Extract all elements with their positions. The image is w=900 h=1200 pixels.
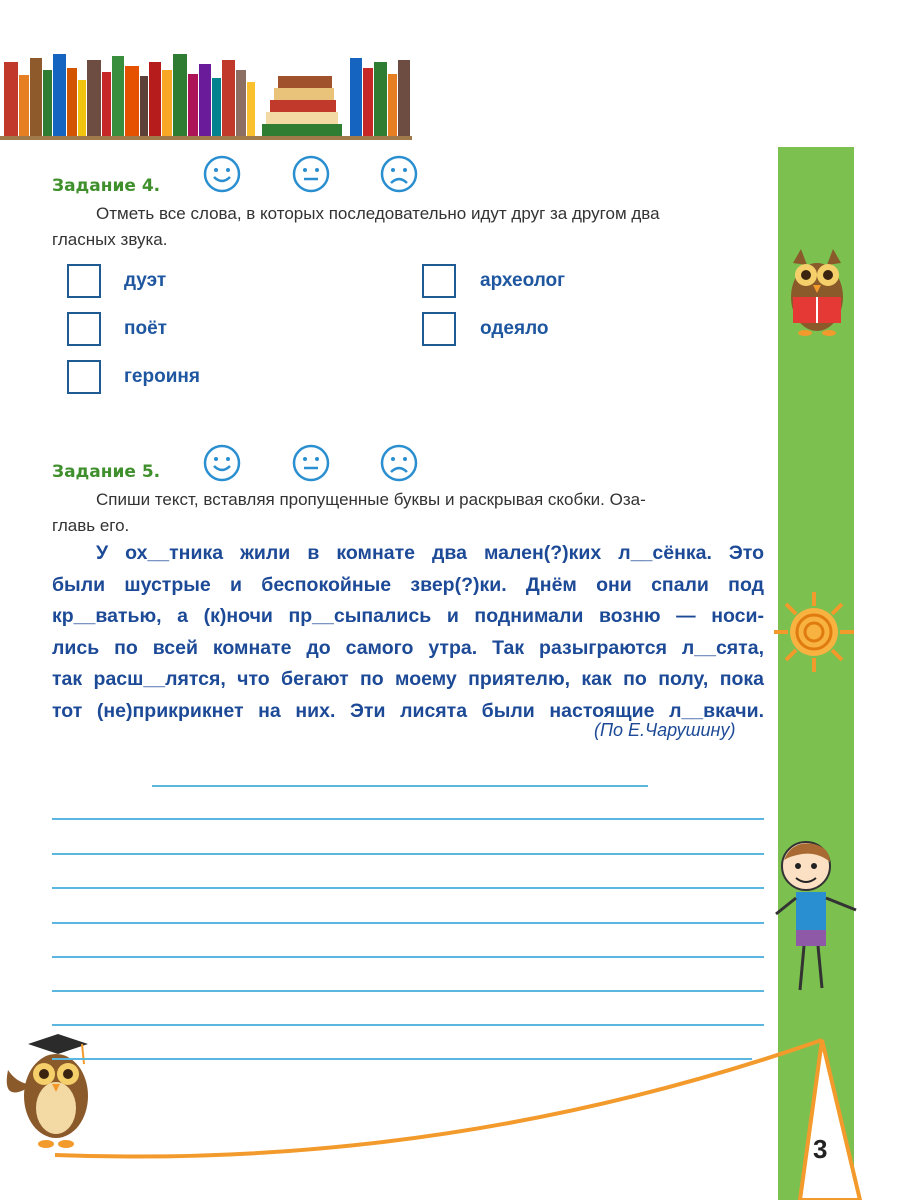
checkbox-word-2[interactable] [422,264,456,298]
smiley-neutral-icon[interactable] [292,444,330,482]
writing-line[interactable] [52,818,764,820]
task5-instruction-line2: главь его. [52,516,130,535]
checkbox-word-4[interactable] [422,312,456,346]
task4-instruction-line1: Отметь все слова, в которых последовательно идут друг за другом два [96,204,660,223]
task5-text [52,538,764,727]
author-attribution: (По Е.Чарушину) [594,720,736,740]
text-line: так расш__лятся, что бегают по моему приятелю, как по полу, пока [52,668,764,690]
task4-instruction-line2: гласных звука. [52,230,168,249]
task5-title: Задание 5. [52,462,161,482]
word-label: дуэт [124,270,167,291]
writing-line[interactable] [52,956,764,958]
text-line: были шустрые и беспокойные звер(?)ки. Днём они спали под [52,573,764,596]
word-label: героиня [124,366,200,387]
smiley-sad-icon[interactable] [380,155,418,193]
checkbox-word-1[interactable] [67,264,101,298]
writing-line[interactable] [52,922,764,924]
smiley-neutral-icon[interactable] [292,155,330,193]
task4-title: Задание 4. [52,176,161,196]
text-line: У ох__тника жили в комнате два мален(?)ких л__сёнка. Это [96,542,764,564]
sun-icon [772,590,856,674]
text-line: тот (не)прикрикнет на них. Эти лисята были настоящие л__вкачи. [52,699,764,722]
smiley-sad-icon[interactable] [380,444,418,482]
text-line: лись по всей комнате до самого утра. Так разыграются л__сята, [52,636,764,659]
checkbox-word-3[interactable] [67,312,101,346]
owl-graduate-icon [2,1030,100,1155]
owl-reading-icon [785,245,849,337]
word-label: поёт [124,318,167,339]
word-label: археолог [480,270,566,291]
writing-line[interactable] [52,853,764,855]
decorative-orange-curve [0,1030,900,1200]
text-line: кр__ватью, а (к)ночи пр__сыпались и поднимали возню — носи- [52,605,764,627]
word-label: одеяло [480,318,549,339]
page-number: 3 [813,1134,828,1164]
smiley-happy-icon[interactable] [203,155,241,193]
writing-line[interactable] [52,1058,752,1060]
writing-line[interactable] [52,887,764,889]
task5-instruction-line1: Спиши текст, вставляя пропущенные буквы и раскрывая скобки. Оза- [96,490,646,509]
writing-line[interactable] [52,990,764,992]
boy-illustration [772,838,868,998]
smiley-happy-icon[interactable] [203,444,241,482]
bookshelf-illustration [0,40,412,140]
checkbox-word-5[interactable] [67,360,101,394]
writing-line[interactable] [52,1024,764,1026]
title-writing-line[interactable] [152,785,648,787]
